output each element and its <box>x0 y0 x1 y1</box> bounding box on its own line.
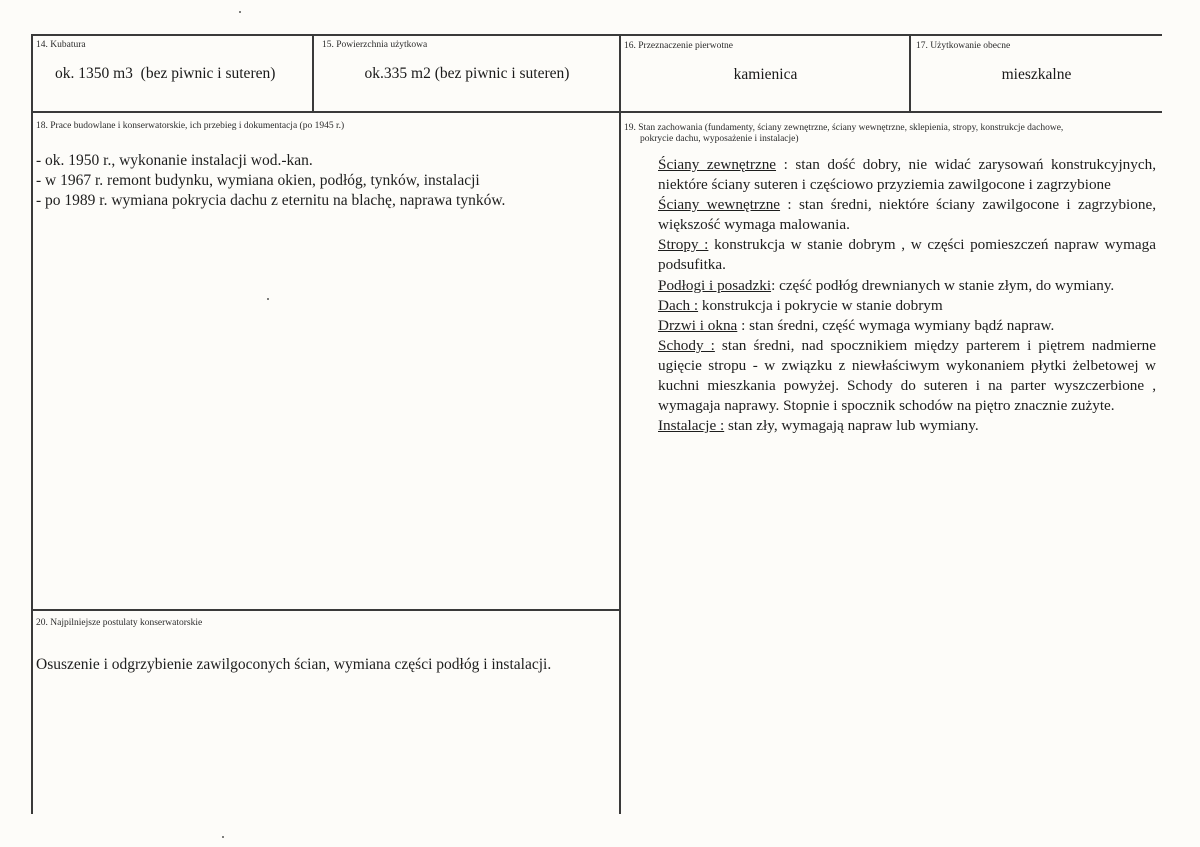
powierzchnia-value: ok.335 m2 (bez piwnic i suteren) <box>364 65 570 82</box>
przeznaczenie-label: 16. Przeznaczenie pierwotne <box>624 41 733 51</box>
left-border <box>31 34 33 814</box>
stan-label-1: 19. Stan zachowania (fundamenty, ściany zewnętrzne, ściany wewnętrzne, sklepienia, stropy, konstrukcje dachowe, <box>624 123 1064 133</box>
stan-label-2: pokrycie dachu, wyposażenie i instalacje) <box>640 134 799 144</box>
list-item <box>658 276 1156 296</box>
row-divider <box>31 111 1162 113</box>
entry-term: Dach : <box>658 296 699 314</box>
stan-entries <box>658 155 1156 436</box>
list-item <box>658 416 1156 436</box>
list-item: - ok. 1950 r., wykonanie instalacji wod.-kan. <box>36 152 313 169</box>
entry-text: : część podłóg drewnianych w stanie złym, do wymiany. <box>771 276 1115 294</box>
entry-term: Podłogi i posadzki <box>658 276 772 294</box>
list-item <box>658 316 1156 336</box>
list-item <box>658 195 1156 235</box>
postulaty-text: Osuszenie i odgrzybienie zawilgoconych ścian, wymiana części podłóg i instalacji. <box>36 656 552 673</box>
top-border <box>31 34 1162 36</box>
entry-text: : stan dość dobry, nie widać zarysowań konstrukcyjnych, niektóre ściany suteren i częściowo przyziemia zawilgocone i zagrzybione <box>658 156 1156 194</box>
entry-text: stan średni, nad spocznikiem między parterem i piętrem nadmierne ugięcie stropu - w związku z niewłaściwym wykonaniem płytki żelbetowej w kuchni mieszkania powyżej. Schody do suteren i na parter wyszczerbione , wymagaja naprawy. Stopnie i spocznik schodów na piętro znacznie zużyte. <box>658 336 1156 415</box>
entry-text: stan zły, wymagają napraw lub wymiany. <box>724 417 979 435</box>
entry-term: Drzwi i okna <box>658 316 738 334</box>
postulaty-label: 20. Najpilniejsze postulaty konserwatorskie <box>36 618 203 628</box>
powierzchnia-label: 15. Powierzchnia użytkowa <box>322 40 428 50</box>
scan-speck <box>267 298 269 300</box>
entry-text: : stan średni, część wymaga wymiany bądź napraw. <box>737 316 1055 334</box>
list-item <box>658 336 1156 416</box>
entry-term: Stropy : <box>658 236 709 254</box>
center-divider <box>619 34 621 814</box>
scan-speck <box>239 11 241 13</box>
entry-term: Ściany zewnętrzne <box>658 156 777 173</box>
uzytkowanie-label: 17. Użytkowanie obecne <box>916 41 1011 51</box>
postulates-divider <box>31 609 621 611</box>
entry-text: konstrukcja i pokrycie w stanie dobrym <box>698 296 943 314</box>
list-item <box>658 235 1156 275</box>
kubatura-label: 14. Kubatura <box>36 40 86 50</box>
entry-term: Ściany wewnętrzne <box>658 196 781 214</box>
uzytkowanie-value: mieszkalne <box>1001 66 1072 83</box>
list-item <box>658 296 1156 316</box>
entry-text: konstrukcja w stanie dobrym , w części pomieszczeń napraw wymaga podsufitka. <box>658 236 1156 274</box>
entry-term: Instalacje : <box>658 417 725 435</box>
entry-term: Schody : <box>658 336 715 354</box>
przeznaczenie-value: kamienica <box>733 66 798 83</box>
prace-label: 18. Prace budowlane i konserwatorskie, ich przebieg i dokumentacja (po 1945 r.) <box>36 121 345 131</box>
list-item: - po 1989 r. wymiana pokrycia dachu z eternitu na blachę, naprawa tynków. <box>36 192 506 209</box>
kubatura-value: ok. 1350 m3 (bez piwnic i suteren) <box>55 65 276 82</box>
scan-speck <box>222 836 224 838</box>
prace-list <box>36 151 606 211</box>
entry-text: : stan średni, niektóre ściany zawilgocone i zagrzybione, większość wymaga malowania. <box>658 196 1156 234</box>
list-item <box>658 155 1156 195</box>
list-item: - w 1967 r. remont budynku, wymiana okien, podłóg, tynków, instalacji <box>36 172 480 189</box>
